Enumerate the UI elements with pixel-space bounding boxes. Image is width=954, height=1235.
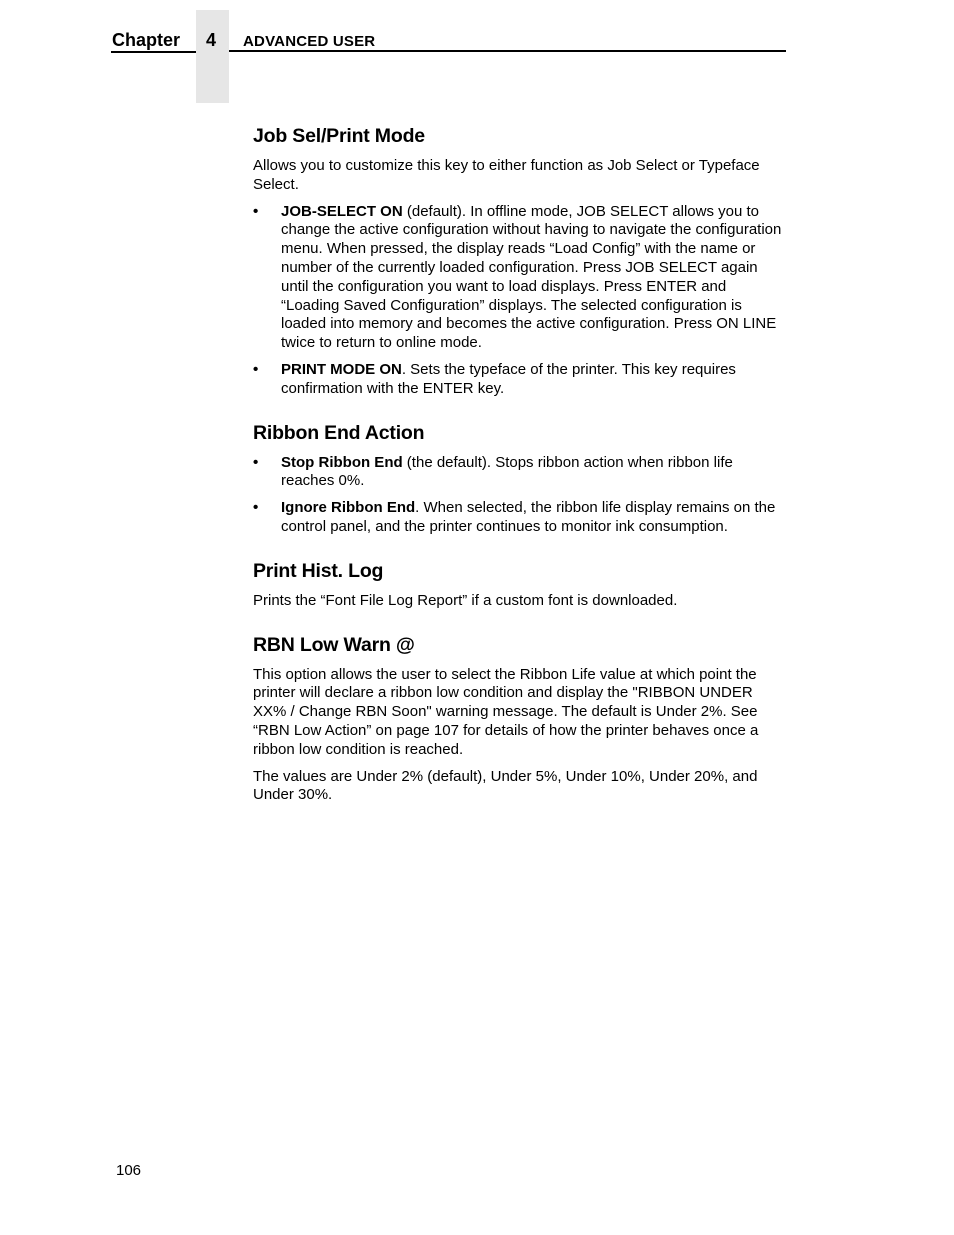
bullet-icon: •: [253, 360, 259, 378]
list-item-text: . Sets the typeface of the printer. This key requires confirmation with the ENTER key.: [281, 360, 736, 397]
header-rule: [229, 50, 786, 52]
heading-print-hist-log: Print Hist. Log: [253, 559, 384, 582]
list-item: [253, 203, 788, 353]
list-item: [253, 454, 788, 492]
page-number: 106: [116, 1162, 142, 1179]
chapter-number: 4: [205, 30, 216, 50]
running-header-title: ADVANCED USER: [243, 33, 376, 50]
section-ribbon-end-action: [253, 421, 788, 537]
paragraph: The values are Under 2% (default), Under 5%, Under 10%, Under 20%, and Under 30%.: [253, 767, 758, 804]
list-item: [253, 361, 788, 399]
bullet-icon: •: [253, 202, 259, 220]
page-content: [253, 124, 788, 827]
list-item-text: (the default). Stops ribbon action when ribbon life reaches 0%.: [281, 453, 733, 490]
heading-rbn-low-warn: RBN Low Warn @: [253, 633, 415, 656]
bullet-icon: •: [253, 499, 259, 517]
bullet-list: [253, 454, 788, 537]
heading-ribbon-end-action: Ribbon End Action: [253, 421, 425, 444]
paragraph: Prints the “Font File Log Report” if a custom font is downloaded.: [253, 591, 678, 609]
section-rbn-low-warn: [253, 633, 788, 806]
heading-job-sel-print-mode: Job Sel/Print Mode: [253, 125, 425, 147]
list-item-lead: Ignore Ribbon End: [281, 499, 416, 517]
bullet-list: [253, 203, 788, 399]
chapter-tab: [196, 10, 229, 103]
list-item-lead: JOB-SELECT ON: [281, 202, 403, 220]
list-item-lead: PRINT MODE ON: [281, 360, 402, 378]
section-print-hist-log: [253, 559, 788, 611]
list-item-lead: Stop Ribbon End: [281, 453, 403, 471]
paragraph: Allows you to customize this key to either function as Job Select or Typeface Select.: [253, 157, 760, 193]
chapter-label: Chapter: [112, 30, 181, 50]
bullet-icon: •: [253, 453, 259, 471]
list-item: [253, 499, 788, 537]
list-item-text: . When selected, the ribbon life display remains on the control panel, and the printer continues to monitor ink consumption.: [281, 499, 776, 535]
section-job-sel-print-mode: [253, 124, 788, 399]
chapter-underline: [111, 51, 196, 53]
list-item-text: (default). In offline mode, JOB SELECT allows you to change the active configuration without having to navigate the configuration menu. When pressed, the display reads “Load Config” with the name or number of the currently loaded configuration. Press JOB SELECT again until the configuration you want to load displays. Press ENTER and “Loading Saved Configuration” displays. The selected configuration is loaded into memory and becomes the active configuration. Press ON LINE twice to return to online mode.: [281, 202, 782, 352]
paragraph: This option allows the user to select the Ribbon Life value at which point the printer will declare a ribbon low condition and display the "RIBBON UNDER XX% / Change RBN Soon" warning message. The default is Under 2%. See “RBN Low Action” on page 107 for details of how the printer behaves once a ribbon low condition is reached.: [253, 665, 759, 758]
